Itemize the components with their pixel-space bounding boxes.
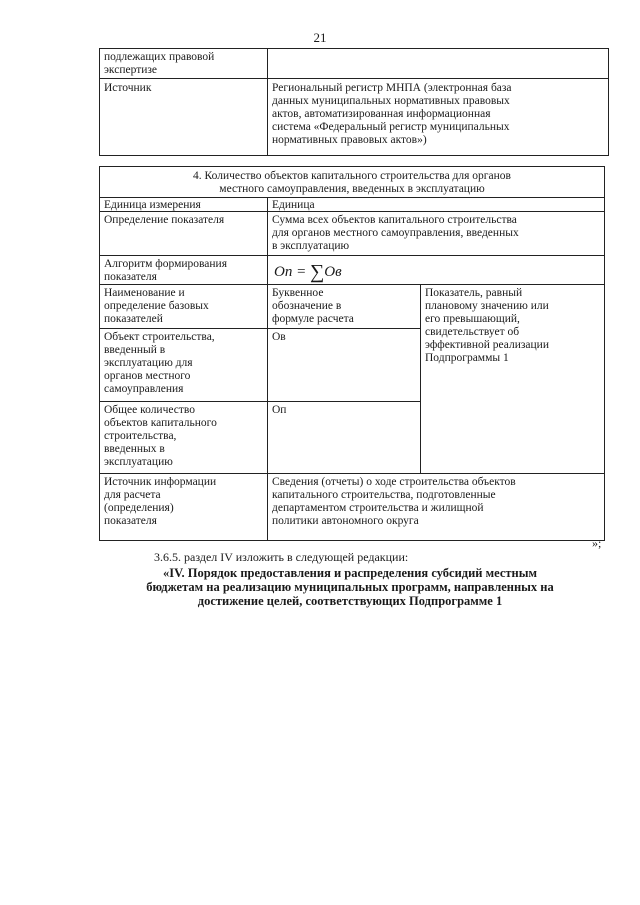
page-number: 21	[313, 30, 327, 45]
algorithm-label: Алгоритм формирования показателя	[104, 258, 227, 283]
base-label: Наименование и определение базовых показателей	[104, 287, 209, 325]
formula	[274, 259, 342, 282]
source-value: Сведения (отчеты) о ходе строительства объектов капитального строительства, подготовленные департаментом строительства и жилищной политики автономного округа	[272, 476, 516, 527]
table2-rule	[99, 166, 100, 540]
definition-label: Определение показателя	[104, 214, 225, 226]
table2-rule	[99, 197, 605, 198]
table1-source-label: Источник	[104, 82, 152, 94]
table2-rule	[99, 166, 605, 167]
definition-value: Сумма всех объектов капитального строительства для органов местного самоуправления, введенных в эксплуатацию	[272, 214, 519, 252]
indicator-symbol: Оп	[272, 404, 287, 416]
table2-rule	[99, 328, 420, 329]
table2-rule	[99, 401, 420, 402]
table1-rule	[267, 48, 268, 155]
unit-value: Единица	[272, 199, 315, 211]
amendment-paragraph: 3.6.5. раздел IV изложить в следующей редакции:	[154, 550, 409, 564]
indicator-symbol: Ов	[272, 331, 286, 343]
table2-title: 4. Количество объектов капитального строительства для органов местного самоуправления, введенных в эксплуатацию	[193, 170, 511, 195]
source-label: Источник информации для расчета (определения) показателя	[104, 476, 217, 527]
table2-rule	[99, 284, 605, 285]
formula-rhs: Ов	[324, 264, 342, 280]
table1-rule	[608, 48, 609, 155]
table1-rule	[99, 155, 609, 156]
table1-source-value: Региональный регистр МНПА (электронная база данных муниципальных нормативных правовых актов, автоматизированная информационная система «Федеральный регистр муниципальных нормативных правовых актов»)	[272, 82, 512, 146]
table1-rule	[99, 48, 609, 49]
section-heading: «IV. Порядок предоставления и распределения субсидий местным бюджетам на реализацию муниципальных программ, направленных на достижение целей, соответствующих Подпрограмме 1	[146, 566, 554, 608]
table1-rule	[99, 48, 100, 155]
base-note: Показатель, равный плановому значению или его превышающий, свидетельствует об эффективной реализации Подпрограммы 1	[425, 287, 549, 364]
table2-rule	[99, 473, 605, 474]
indicator-name: Общее количество объектов капитального строительства, введенных в эксплуатацию	[104, 404, 217, 468]
table2-rule	[604, 166, 605, 540]
table1-rule	[99, 78, 609, 79]
table2-rule	[99, 540, 605, 541]
indicator-name: Объект строительства, введенный в эксплуатацию для органов местного самоуправления	[104, 331, 215, 395]
table2-rule	[420, 284, 421, 473]
formula-lhs: Оп =	[274, 264, 310, 280]
table2-rule	[267, 197, 268, 540]
unit-label: Единица измерения	[104, 199, 201, 211]
closing-quote: »;	[592, 536, 602, 550]
base-notation: Буквенное обозначение в формуле расчета	[272, 287, 354, 325]
sigma-icon: ∑	[309, 261, 325, 283]
table1-row1-left: подлежащих правовой экспертизе	[104, 51, 215, 76]
table2-rule	[99, 255, 605, 256]
